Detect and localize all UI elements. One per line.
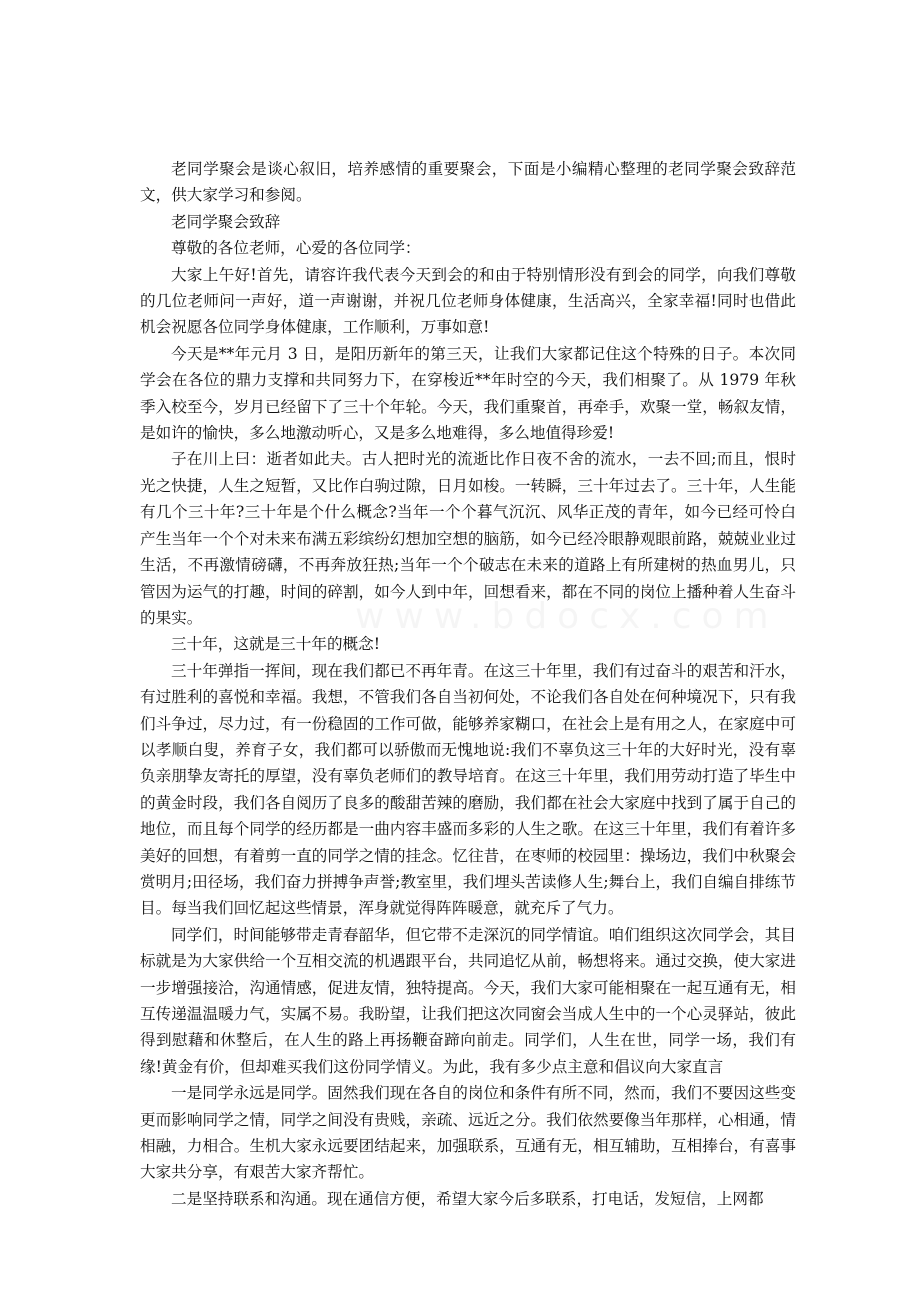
body-paragraph: 三十年弹指一挥间，现在我们都已不再年青。在这三十年里，我们有过奋斗的艰苦和汗水，有过胜利的喜悦和幸福。我想，不管我们各自当初何处，不论我们各自处在何种境况下，只有我们斗争过，尽力过，有一份稳固的工作可做，能够养家糊口，在社会上是有用之人，在家庭中可以孝顺白叟，养育子女，我们都可以骄傲而无愧地说:我们不辜负这三十年的大好时光，没有辜负亲朋挚友寄托的厚望，没有辜负老师们的教导培育。在这三十年里，我们用劳动打造了毕生中的黄金时段，我们各自阅历了良多的酸甜苦辣的磨励，我们都在社会大家庭中找到了属于自己的地位，而且每个同学的经历都是一曲内容丰盛而多彩的人生之歌。在这三十年里，我们有着许多美好的回想，有着剪一直的同学之情的挂念。忆往昔，在枣师的校园里：操场边，我们中秋聚会赏明月;田径场，我们奋力拼搏争声誉;教室里，我们埋头苦读修人生;舞台上，我们自编自排练节目。每当我们回忆起这些情景，浑身就觉得阵阵暖意，就充斥了气力。: [140, 661, 796, 918]
intro-paragraph: 老同学聚会是谈心叙旧，培养感情的重要聚会，下面是小编精心整理的老同学聚会致辞范文，供大家学习和参阅。: [140, 160, 796, 205]
body-paragraph: 一是同学永远是同学。固然我们现在各自的岗位和条件有所不同，然而，我们不要因这些变更而影响同学之情，同学之间没有贵贱，亲疏、远近之分。我们依然要像当年那样，心相通，情相融，力相合。生机大家永远要团结起来，加强联系，互通有无，相互辅助，互相捧台，有喜事大家共分享，有艰苦大家齐帮忙。: [140, 1084, 796, 1182]
document-body: [140, 156, 796, 1212]
body-paragraph: 二是坚持联系和沟通。现在通信方便，希望大家今后多联系，打电话，发短信，上网都: [171, 1189, 764, 1208]
body-paragraph: 同学们，时间能够带走青春韶华，但它带不走深沉的同学情谊。咱们组织这次同学会，其目标就是为大家供给一个互相交流的机遇跟平台，共同追忆从前，畅想将来。通过交换，使大家进一步增强接洽，沟通情感，促进友情，独特提高。今天，我们大家可能相聚在一起互通有无，相互传递温温暖力气，实属不易。我盼望，让我们把这次同窗会当成人生中的一个心灵驿站，彼此得到慰藉和休整后，在人生的路上再扬鞭奋蹄向前走。同学们，人生在世，同学一场，我们有缘!黄金有价，但却难买我们这份同学情义。为此，我有多少点主意和倡议向大家直言: [140, 925, 796, 1076]
body-paragraph: 子在川上曰：逝者如此夫。古人把时光的流逝比作日夜不舍的流水，一去不回;而且，恨时光之快捷，人生之短暂，又比作白驹过隙，日月如梭。一转瞬，三十年过去了。三十年，人生能有几个三十年?三十年是个什么概念?当年一个个暮气沉沉、风华正茂的青年，如今已经可怜白产生当年一个个对未来布满五彩缤纷幻想加空想的脑筋，如今已经冷眼静观眼前路，兢兢业业过生活，不再激情磅礴，不再奔放狂热;当年一个个破志在未来的道路上有所建树的热血男儿，只管因为运气的打趣，时间的碎割，如今人到中年，回想看来，都在不同的岗位上播种着人生奋斗的果实。: [140, 450, 796, 627]
document-title: 老同学聚会致辞: [171, 212, 281, 231]
salutation: 尊敬的各位老师，心爱的各位同学：: [171, 239, 421, 258]
body-paragraph: 今天是**年元月 3 日，是阳历新年的第三天，让我们大家都记住这个特殊的日子。本次同学会在各位的鼎力支撑和共同努力下，在穿梭近**年时空的今天，我们相聚了。从 1979 年秋季入校至今，岁月已经留下了三十个年轮。今天，我们重聚首，再牵手，欢聚一堂，畅叙友情，是如许的愉快，多么地激动听心，又是多么地难得，多么地值得珍爱!: [140, 344, 796, 443]
body-paragraph: 大家上午好!首先，请容许我代表今天到会的和由于特别情形没有到会的同学，向我们尊敬的几位老师问一声好，道一声谢谢，并祝几位老师身体健康，生活高兴，全家幸福!同时也借此机会祝愿各位同学身体健康，工作顺利，万事如意!: [140, 265, 796, 337]
body-paragraph: 三十年，这就是三十年的概念!: [171, 635, 380, 654]
